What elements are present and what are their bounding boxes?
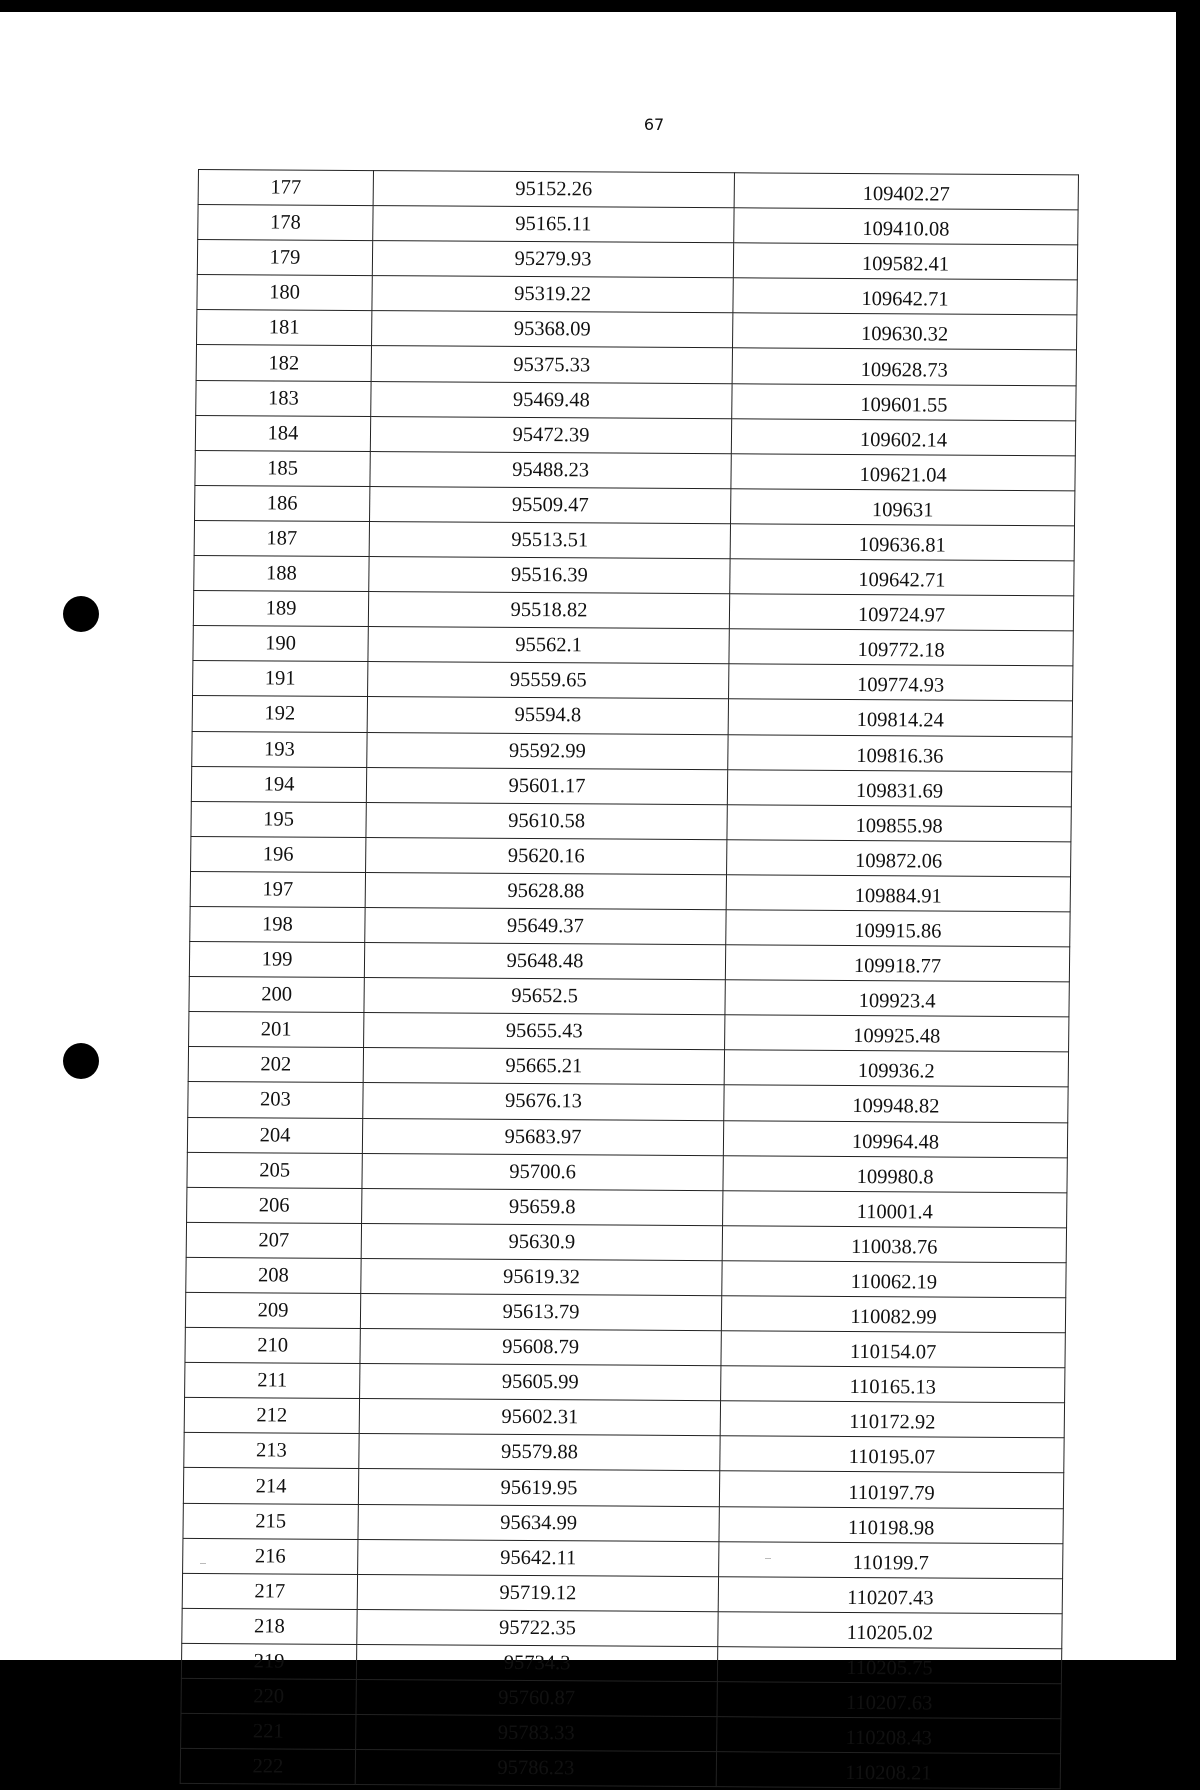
y-value-cell: 110172.92 [720,1401,1064,1438]
x-value-cell: 95319.22 [372,276,733,313]
table-row [194,556,1074,596]
y-value-cell: 110207.43 [718,1576,1062,1613]
y-value-cell: 109628.73 [732,348,1076,385]
table-row [185,1292,1065,1332]
x-value-cell: 95786.23 [355,1750,716,1787]
point-number-cell: 191 [193,661,368,697]
table-row [181,1678,1061,1718]
y-value-cell: 110197.79 [719,1471,1063,1508]
x-value-cell: 95518.82 [368,592,729,629]
point-number-cell: 201 [189,1012,364,1048]
y-value-cell: 109772.18 [729,629,1073,666]
table-row [183,1538,1063,1578]
table-row [185,1363,1065,1403]
table-row [195,450,1075,490]
point-number-cell: 217 [182,1573,357,1609]
y-value-cell: 109402.27 [734,173,1078,210]
y-value-cell: 110205.75 [717,1647,1061,1684]
point-number-cell: 177 [198,170,373,206]
table-row [188,1082,1068,1122]
y-value-cell: 110195.07 [720,1436,1064,1473]
table-row [197,275,1077,315]
x-value-cell: 95375.33 [371,346,732,383]
point-number-cell: 200 [189,977,364,1013]
x-value-cell: 95513.51 [369,521,730,558]
table-row [186,1257,1066,1297]
x-value-cell: 95279.93 [372,241,733,278]
point-number-cell: 212 [184,1398,359,1434]
point-number-cell: 183 [196,380,371,416]
table-row [191,836,1071,876]
table-row [184,1433,1064,1473]
point-number-cell: 221 [181,1714,356,1750]
y-value-cell: 109814.24 [728,699,1072,736]
y-value-cell: 109872.06 [727,840,1071,877]
table-row [195,485,1075,525]
point-number-cell: 192 [192,696,367,732]
x-value-cell: 95630.9 [361,1223,722,1260]
x-value-cell: 95601.17 [366,767,727,804]
point-number-cell: 220 [181,1678,356,1714]
point-number-cell: 210 [185,1328,360,1364]
table-row [193,661,1073,701]
y-value-cell: 109601.55 [732,383,1076,420]
table-row [190,906,1070,946]
y-value-cell: 109582.41 [733,243,1077,280]
point-number-cell: 185 [195,450,370,486]
point-number-cell: 198 [190,906,365,942]
y-value-cell: 109884.91 [726,875,1070,912]
table-row [188,1047,1068,1087]
point-number-cell: 213 [184,1433,359,1469]
table-row [185,1328,1065,1368]
punch-hole-mark [63,1043,99,1079]
x-value-cell: 95559.65 [368,662,729,699]
table-row [191,801,1071,841]
point-number-cell: 209 [185,1292,360,1328]
x-value-cell: 95152.26 [373,171,734,208]
y-value-cell: 109923.4 [725,980,1069,1017]
table-row [182,1573,1062,1613]
x-value-cell: 95594.8 [367,697,728,734]
x-value-cell: 95683.97 [362,1118,723,1155]
point-number-cell: 216 [183,1538,358,1574]
x-value-cell: 95634.99 [358,1504,719,1541]
x-value-cell: 95368.09 [372,311,733,348]
point-number-cell: 199 [189,942,364,978]
table-row [189,1012,1069,1052]
y-value-cell: 109980.8 [723,1155,1067,1192]
y-value-cell: 110001.4 [723,1190,1067,1227]
y-value-cell: 110208.43 [717,1717,1061,1754]
x-value-cell: 95619.32 [361,1258,722,1295]
table-body [180,170,1078,1790]
point-number-cell: 214 [183,1468,358,1504]
y-value-cell: 110038.76 [722,1226,1066,1263]
y-value-cell: 110207.63 [717,1682,1061,1719]
y-value-cell: 109964.48 [723,1120,1067,1157]
page-number: 67 [643,115,665,134]
table-row [180,1749,1060,1789]
point-number-cell: 195 [191,801,366,837]
x-value-cell: 95734.3 [356,1644,717,1681]
y-value-cell: 109948.82 [724,1085,1068,1122]
point-number-cell: 180 [197,275,372,311]
x-value-cell: 95659.8 [362,1188,723,1225]
table-row [181,1714,1061,1754]
x-value-cell: 95665.21 [363,1048,724,1085]
table-row [189,977,1069,1017]
table-row [184,1398,1064,1438]
x-value-cell: 95700.6 [362,1153,723,1190]
point-number-cell: 206 [187,1187,362,1223]
point-number-cell: 222 [180,1749,355,1785]
x-value-cell: 95608.79 [360,1329,721,1366]
x-value-cell: 95592.99 [367,732,728,769]
y-value-cell: 109855.98 [727,804,1071,841]
point-number-cell: 194 [191,766,366,802]
x-value-cell: 95605.99 [360,1364,721,1401]
coordinate-table-wrapper [180,169,1079,1790]
point-number-cell: 219 [181,1643,356,1679]
y-value-cell: 109636.81 [730,524,1074,561]
x-value-cell: 95516.39 [369,557,730,594]
x-value-cell: 95469.48 [371,381,732,418]
table-row [183,1468,1063,1508]
table-row [193,591,1073,631]
point-number-cell: 204 [187,1117,362,1153]
y-value-cell: 109642.71 [733,278,1077,315]
y-value-cell: 110062.19 [722,1261,1066,1298]
x-value-cell: 95676.13 [363,1083,724,1120]
point-number-cell: 202 [188,1047,363,1083]
y-value-cell: 109621.04 [731,454,1075,491]
table-row [196,345,1076,385]
point-number-cell: 196 [191,836,366,872]
y-value-cell: 109936.2 [724,1050,1068,1087]
table-row [186,1222,1066,1262]
table-row [192,731,1072,771]
y-value-cell: 110199.7 [719,1541,1063,1578]
point-number-cell: 179 [197,240,372,276]
table-row [189,942,1069,982]
y-value-cell: 110082.99 [721,1296,1065,1333]
x-value-cell: 95722.35 [357,1609,718,1646]
table-row [187,1117,1067,1157]
y-value-cell: 109816.36 [728,734,1072,771]
coordinate-table [180,169,1079,1790]
table-row [197,310,1077,350]
table-row [191,766,1071,806]
table-row [196,380,1076,420]
x-value-cell: 95165.11 [373,206,734,243]
y-value-cell: 109642.71 [730,559,1074,596]
point-number-cell: 190 [193,626,368,662]
point-number-cell: 208 [186,1257,361,1293]
x-value-cell: 95652.5 [364,978,725,1015]
point-number-cell: 205 [187,1152,362,1188]
x-value-cell: 95613.79 [360,1293,721,1330]
x-value-cell: 95628.88 [365,872,726,909]
y-value-cell: 109915.86 [726,910,1070,947]
table-row [181,1643,1061,1683]
y-value-cell: 110165.13 [721,1366,1065,1403]
y-value-cell: 109602.14 [731,418,1075,455]
point-number-cell: 197 [190,871,365,907]
y-value-cell: 109831.69 [727,769,1071,806]
point-number-cell: 182 [196,345,371,381]
x-value-cell: 95562.1 [368,627,729,664]
point-number-cell: 178 [198,205,373,241]
table-row [183,1503,1063,1543]
y-value-cell: 110208.21 [716,1752,1060,1789]
table-row [182,1608,1062,1648]
y-value-cell: 110198.98 [719,1506,1063,1543]
point-number-cell: 181 [197,310,372,346]
y-value-cell: 110154.07 [721,1331,1065,1368]
y-value-cell: 110205.02 [718,1612,1062,1649]
point-number-cell: 187 [194,520,369,556]
x-value-cell: 95610.58 [366,802,727,839]
point-number-cell: 186 [195,485,370,521]
point-number-cell: 184 [195,415,370,451]
x-value-cell: 95648.48 [364,943,725,980]
point-number-cell: 207 [186,1222,361,1258]
table-row [193,626,1073,666]
y-value-cell: 109918.77 [725,945,1069,982]
table-row [195,415,1075,455]
x-value-cell: 95783.33 [356,1715,717,1752]
x-value-cell: 95488.23 [370,451,731,488]
y-value-cell: 109410.08 [734,208,1078,245]
x-value-cell: 95472.39 [370,416,731,453]
x-value-cell: 95602.31 [359,1399,720,1436]
document-page [0,12,1176,1785]
x-value-cell: 95760.87 [356,1680,717,1717]
point-number-cell: 188 [194,556,369,592]
table-row [198,205,1078,245]
x-value-cell: 95509.47 [370,486,731,523]
y-value-cell: 109631 [731,489,1075,526]
x-value-cell: 95719.12 [357,1574,718,1611]
table-row [198,170,1078,210]
point-number-cell: 218 [182,1608,357,1644]
x-value-cell: 95619.95 [358,1469,719,1506]
y-value-cell: 109925.48 [725,1015,1069,1052]
x-value-cell: 95620.16 [366,837,727,874]
table-row [192,696,1072,736]
punch-hole-mark [63,596,99,632]
y-value-cell: 109774.93 [729,664,1073,701]
table-row [190,871,1070,911]
point-number-cell: 189 [193,591,368,627]
table-row [194,520,1074,560]
table-row [187,1152,1067,1192]
table-row [187,1187,1067,1227]
point-number-cell: 215 [183,1503,358,1539]
table-row [197,240,1077,280]
x-value-cell: 95642.11 [358,1539,719,1576]
y-value-cell: 109724.97 [729,594,1073,631]
point-number-cell: 193 [192,731,367,767]
x-value-cell: 95655.43 [364,1013,725,1050]
y-value-cell: 109630.32 [733,313,1077,350]
point-number-cell: 211 [185,1363,360,1399]
x-value-cell: 95649.37 [365,907,726,944]
point-number-cell: 203 [188,1082,363,1118]
x-value-cell: 95579.88 [359,1434,720,1471]
